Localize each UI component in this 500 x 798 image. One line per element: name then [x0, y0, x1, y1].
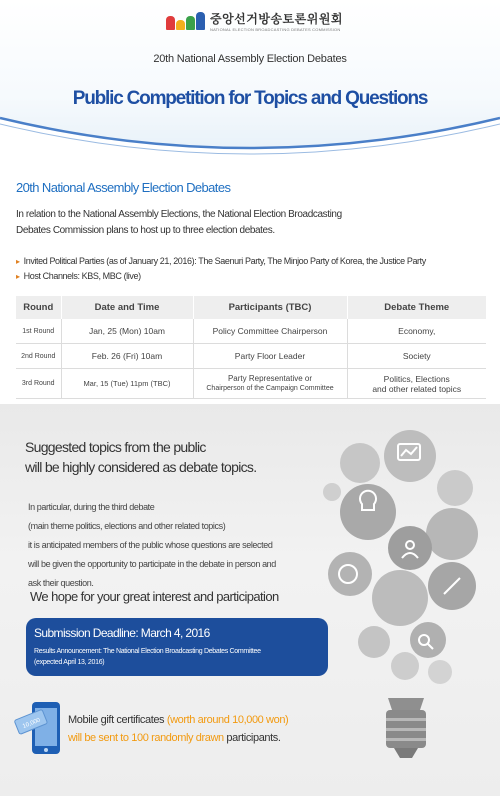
header: [0, 0, 500, 160]
column-header: Participants (TBC): [193, 296, 347, 319]
participation-message: We hope for your great interest and participation: [30, 589, 279, 604]
chevron-right-icon: ▸: [16, 257, 20, 266]
participants-line: Party Representative or: [227, 373, 313, 383]
theme-line: and other related topics: [372, 383, 462, 394]
submission-deadline: Submission Deadline: March 4, 2016: [34, 626, 210, 640]
logo-english-text: NATIONAL ELECTION BROADCASTING DEBATES COMMISSION: [210, 27, 341, 32]
date-cell: Feb. 26 (Fri) 10am: [61, 344, 193, 369]
date-cell: Mar, 15 (Tue) 11pm (TBC): [61, 369, 193, 399]
theme-line: Politics, Elections: [383, 373, 450, 384]
theme-cell: [347, 369, 486, 399]
suggestion-heading: [25, 437, 256, 477]
table-row: [16, 319, 486, 344]
table-row: [16, 369, 486, 399]
voucher-label: 10,000: [21, 717, 42, 730]
lightbulb-illustration: [320, 428, 490, 798]
page-subtitle: 20th National Assembly Election Debates: [153, 53, 347, 65]
logo-mark-icon: [166, 12, 205, 30]
intro-text: [16, 207, 342, 239]
gift-certificate-text: [68, 711, 288, 747]
participants-cell: Policy Committee Chairperson: [193, 319, 347, 344]
column-header: Debate Theme: [347, 296, 486, 319]
column-header: Date and Time: [61, 296, 193, 319]
round-cell: 3rd Round: [16, 369, 61, 399]
logo-korean-text: 중앙선거방송토론위원회: [210, 12, 344, 26]
section-heading: 20th National Assembly Election Debates: [16, 180, 231, 195]
bullet-item: ▸ Invited Political Parties (as of January 21, 2016): The Saenuri Party, The Minjoo Party of Korea, the Justice Party: [16, 256, 426, 266]
page-title: Public Competition for Topics and Questions: [72, 88, 428, 109]
suggestion-line: will be highly considered as debate topics.: [25, 459, 257, 475]
date-cell: Jan, 25 (Mon) 10am: [61, 319, 193, 344]
third-debate-paragraph: In particular, during the third debate (main theme politics, elections and other related topics) it is anticipated members of the public whose questions are selected will be given the opportunity to participate in the debate in person and ask their question.: [28, 502, 276, 588]
logo: [166, 10, 343, 32]
intro-line: Debates Commission plans to host up to three election debates.: [16, 225, 275, 236]
round-cell: 2nd Round: [16, 344, 61, 369]
bullet-item: ▸ Host Channels: KBS, MBC (live): [16, 271, 141, 281]
table-row: [16, 344, 486, 369]
debate-schedule-table: [16, 296, 486, 399]
intro-line: In relation to the National Assembly Elections, the National Election Broadcasting: [16, 209, 342, 220]
results-announcement: Results Announcement: The National Election Broadcasting Debates Committee (expected April 13, 2016): [34, 648, 261, 666]
participants-cell: Party Floor Leader: [193, 344, 347, 369]
gift-line: Mobile gift certificates (worth around 10,000 won): [68, 714, 289, 726]
table-header-row: [16, 296, 486, 319]
column-header: Round: [16, 296, 61, 319]
bullet-list: [16, 254, 426, 284]
chevron-right-icon: ▸: [16, 272, 20, 281]
gift-line: will be sent to 100 randomly drawn participants.: [68, 732, 281, 744]
theme-cell: Society: [347, 344, 486, 369]
theme-cell: Economy,: [347, 319, 486, 344]
suggestion-line: Suggested topics from the public: [25, 439, 206, 455]
participants-cell: [193, 369, 347, 399]
deadline-box: [26, 618, 328, 676]
participants-line: Chairperson of the Campaign Committee: [206, 384, 334, 392]
round-cell: 1st Round: [16, 319, 61, 344]
mobile-phone-icon: [14, 700, 64, 758]
